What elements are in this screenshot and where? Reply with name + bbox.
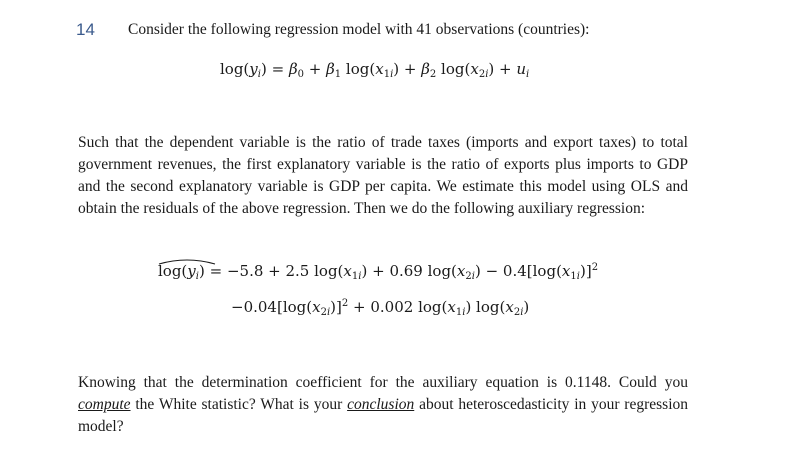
closing-part-3: about heteroscedasticity in your regression model? [78,396,689,435]
compute-emphasis: compute [78,396,131,413]
closing-part-1: Knowing that the determination coefficient for the auxiliary equation is 0.1148. Could you [78,374,688,391]
closing-question [78,372,688,438]
model-description: Such that the dependent variable is the ratio of trade taxes (imports and export taxes) to total government revenues, the first explanatory variable is the ratio of exports plus imports to GDP and the second explanatory variable is GDP per capita. We estimate this model using OLS and obtain the residuals of the above regression. Then we do the following auxiliary regression: [78,134,688,217]
question-intro: Consider the following regression model with 41 observations (countries): [128,21,590,38]
closing-part-2: the White statistic? What is your [135,396,343,413]
auxiliary-equation-line-2: $-0.04[\log(x_{2i})]^2 + 0.002$ $\log(x_{1i})$ $\log(x_{2i})$ [231,298,530,318]
aux-intercept: −5.8 [226,262,264,280]
aux-coef-log-x1: 2.5 [285,262,310,280]
aux-coef-log-x1-squared: 0.4 [502,262,527,280]
aux-coef-log-x2: 0.69 [389,262,423,280]
model-equation: $\log(y_i) = \beta_0 + \beta_1$ $\log(x_{1i}) + \beta_2$ $\log(x_{2i}) + u_i$ [220,60,530,80]
conclusion-emphasis: conclusion [347,396,415,413]
hat-accent: $\log(y_i)$ [158,262,205,280]
auxiliary-equation-line-1: $\log(y_i) = -5.8 + 2.5$ $\log(x_{1i}) + 0.69$ $\log(x_{2i}) - 0.4[\log(x_{1i})]^2$ [158,262,599,282]
question-number: 14 [76,20,95,39]
aux-coef-interaction: 0.002 [370,298,414,316]
aux-coef-log-x2-squared: 0.04 [243,298,277,316]
